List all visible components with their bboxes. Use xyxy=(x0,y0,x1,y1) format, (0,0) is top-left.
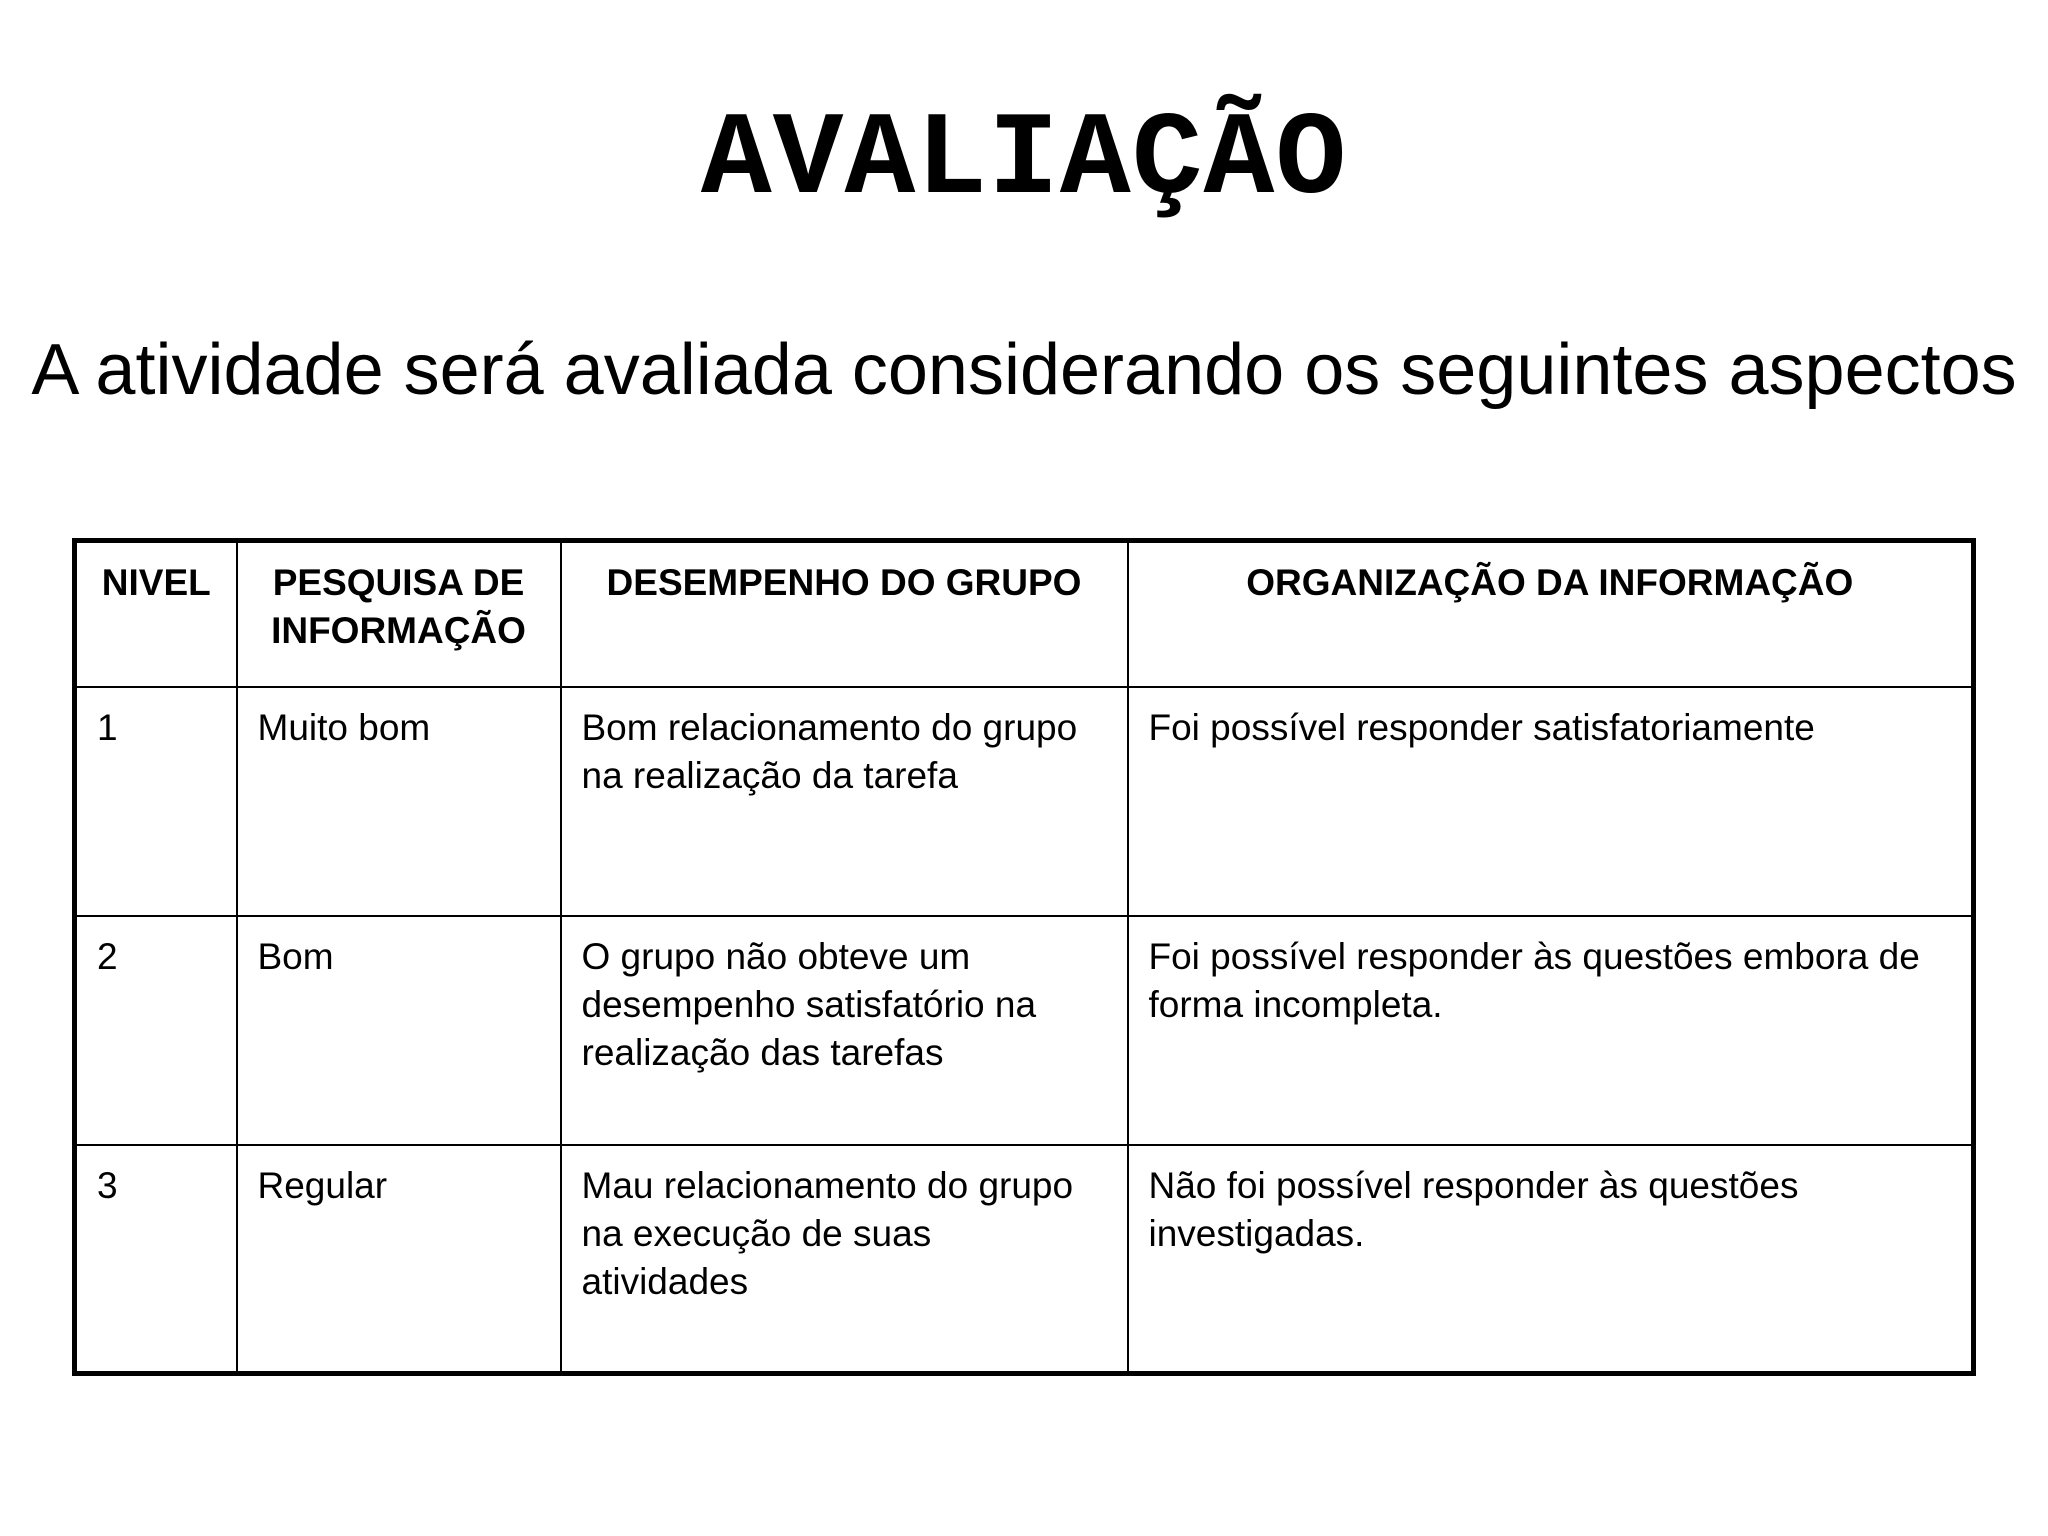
evaluation-rubric-table xyxy=(72,538,1976,1376)
cell-pesquisa: Muito bom xyxy=(237,687,561,916)
table-row xyxy=(75,687,1974,916)
header-pesquisa-de-informacao: PESQUISA DE INFORMAÇÃO xyxy=(237,541,561,687)
cell-nivel: 2 xyxy=(75,916,237,1145)
cell-nivel: 1 xyxy=(75,687,237,916)
slide-subtitle: A atividade será avaliada considerando os seguintes aspectos xyxy=(31,330,2017,410)
header-organizacao-da-informacao: ORGANIZAÇÃO DA INFORMAÇÃO xyxy=(1128,541,1974,687)
cell-organizacao: Foi possível responder satisfatoriamente xyxy=(1128,687,1974,916)
cell-desempenho: Mau relacionamento do grupo na execução de suas atividades xyxy=(561,1145,1128,1374)
table-row xyxy=(75,1145,1974,1374)
header-nivel: NIVEL xyxy=(75,541,237,687)
table-header-row xyxy=(75,541,1974,687)
cell-desempenho: O grupo não obteve um desempenho satisfatório na realização das tarefas xyxy=(561,916,1128,1145)
table-row xyxy=(75,916,1974,1145)
cell-pesquisa: Bom xyxy=(237,916,561,1145)
cell-organizacao: Foi possível responder às questões embora de forma incompleta. xyxy=(1128,916,1974,1145)
slide-title: AVALIAÇÃO xyxy=(700,95,1348,228)
cell-organizacao: Não foi possível responder às questões investigadas. xyxy=(1128,1145,1974,1374)
header-desempenho-do-grupo: DESEMPENHO DO GRUPO xyxy=(561,541,1128,687)
cell-desempenho: Bom relacionamento do grupo na realização da tarefa xyxy=(561,687,1128,916)
cell-pesquisa: Regular xyxy=(237,1145,561,1374)
cell-nivel: 3 xyxy=(75,1145,237,1374)
